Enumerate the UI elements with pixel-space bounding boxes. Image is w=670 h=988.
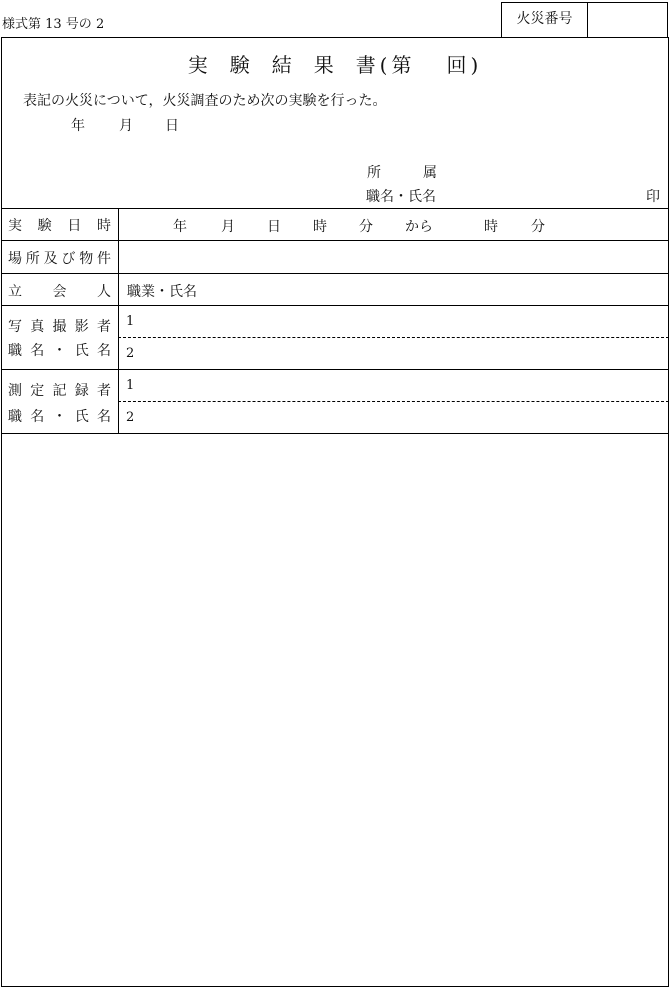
dashed-divider xyxy=(118,401,669,402)
label-char: 実 xyxy=(8,218,22,234)
label-char: 名 xyxy=(30,343,45,359)
label-char: 立 xyxy=(8,284,22,300)
title-char: 結 xyxy=(271,53,296,77)
report-date-year: 年 xyxy=(71,118,85,134)
seal-mark: 印 xyxy=(646,189,660,205)
title-char: 験 xyxy=(229,53,254,77)
row-divider xyxy=(1,369,669,370)
photographer-label xyxy=(1,316,118,336)
label-char: 真 xyxy=(30,319,45,335)
label-char: 定 xyxy=(30,383,45,399)
label-char: 影 xyxy=(74,319,89,335)
label-char: ・ xyxy=(52,409,67,425)
location-label xyxy=(1,248,118,268)
row-divider xyxy=(1,240,669,241)
label-char: 件 xyxy=(96,251,111,267)
intro-text: 表記の火災について，火災調査のため次の実験を行った。 xyxy=(23,93,387,109)
title-char: 書(第 xyxy=(355,53,416,77)
row-divider xyxy=(1,433,669,434)
label-char: 氏 xyxy=(74,343,89,359)
label-char: 氏 xyxy=(74,409,89,425)
label-char: 人 xyxy=(97,284,111,300)
label-char: 場 xyxy=(8,251,22,267)
report-date-day: 日 xyxy=(165,118,179,134)
label-char: 会 xyxy=(52,284,67,300)
label-char: 写 xyxy=(8,319,22,335)
row-divider xyxy=(1,208,669,209)
experiment-month: 月 xyxy=(221,219,235,235)
recorder-entry-1: 1 xyxy=(126,378,135,393)
experiment-day: 日 xyxy=(267,219,281,235)
label-char: 験 xyxy=(37,218,52,234)
label-char: 所 xyxy=(25,251,40,267)
label-char: 日 xyxy=(67,218,82,234)
label-char: 職 xyxy=(8,409,22,425)
recorder-label xyxy=(1,380,118,400)
title-char: 実 xyxy=(187,53,212,77)
experiment-end-minute: 分 xyxy=(531,219,545,235)
experiment-year: 年 xyxy=(173,219,187,235)
photographer-title-label xyxy=(1,340,118,360)
recorder-title-label xyxy=(1,406,118,426)
label-char: び xyxy=(61,251,76,267)
label-char: 名 xyxy=(97,343,111,359)
author-name-label: 職名・氏名 xyxy=(366,189,436,205)
label-char: 物 xyxy=(79,251,94,267)
label-char: 及 xyxy=(43,251,58,267)
witness-value-label: 職業・氏名 xyxy=(127,284,197,300)
location-field[interactable] xyxy=(120,242,666,271)
experiment-minute: 分 xyxy=(359,219,373,235)
row-divider xyxy=(1,273,669,274)
title-char: 回) xyxy=(446,53,483,77)
experiment-hour: 時 xyxy=(313,219,327,235)
affiliation-label-1: 所 xyxy=(367,165,381,181)
label-char: 撮 xyxy=(52,319,67,335)
fire-number-box xyxy=(501,2,668,37)
experiment-end-hour: 時 xyxy=(484,219,498,235)
fire-number-label: 火災番号 xyxy=(502,3,588,37)
label-char: 者 xyxy=(97,319,111,335)
experiment-details-area[interactable] xyxy=(3,435,667,985)
label-char: 録 xyxy=(74,383,89,399)
dashed-divider xyxy=(118,337,669,338)
label-char: 者 xyxy=(97,383,111,399)
column-divider xyxy=(118,208,119,433)
report-date-month: 月 xyxy=(119,118,133,134)
label-char: 時 xyxy=(96,218,111,234)
photographer-entry-1: 1 xyxy=(126,314,135,329)
title-char: 果 xyxy=(313,53,338,77)
experiment-datetime-label xyxy=(1,215,118,235)
label-char: 記 xyxy=(52,383,67,399)
label-char: 職 xyxy=(8,343,22,359)
label-char: 測 xyxy=(8,383,22,399)
document-title xyxy=(0,49,670,78)
affiliation-label-2: 属 xyxy=(423,165,437,181)
form-number: 様式第 13 号の 2 xyxy=(2,17,105,32)
row-divider xyxy=(1,305,669,306)
fire-number-field[interactable] xyxy=(588,3,668,37)
recorder-entry-2: 2 xyxy=(126,410,135,425)
label-char: 名 xyxy=(30,409,45,425)
label-char: ・ xyxy=(52,343,67,359)
experiment-from: から xyxy=(405,219,433,235)
photographer-entry-2: 2 xyxy=(126,346,135,361)
label-char: 名 xyxy=(97,409,111,425)
witness-label xyxy=(1,281,118,301)
